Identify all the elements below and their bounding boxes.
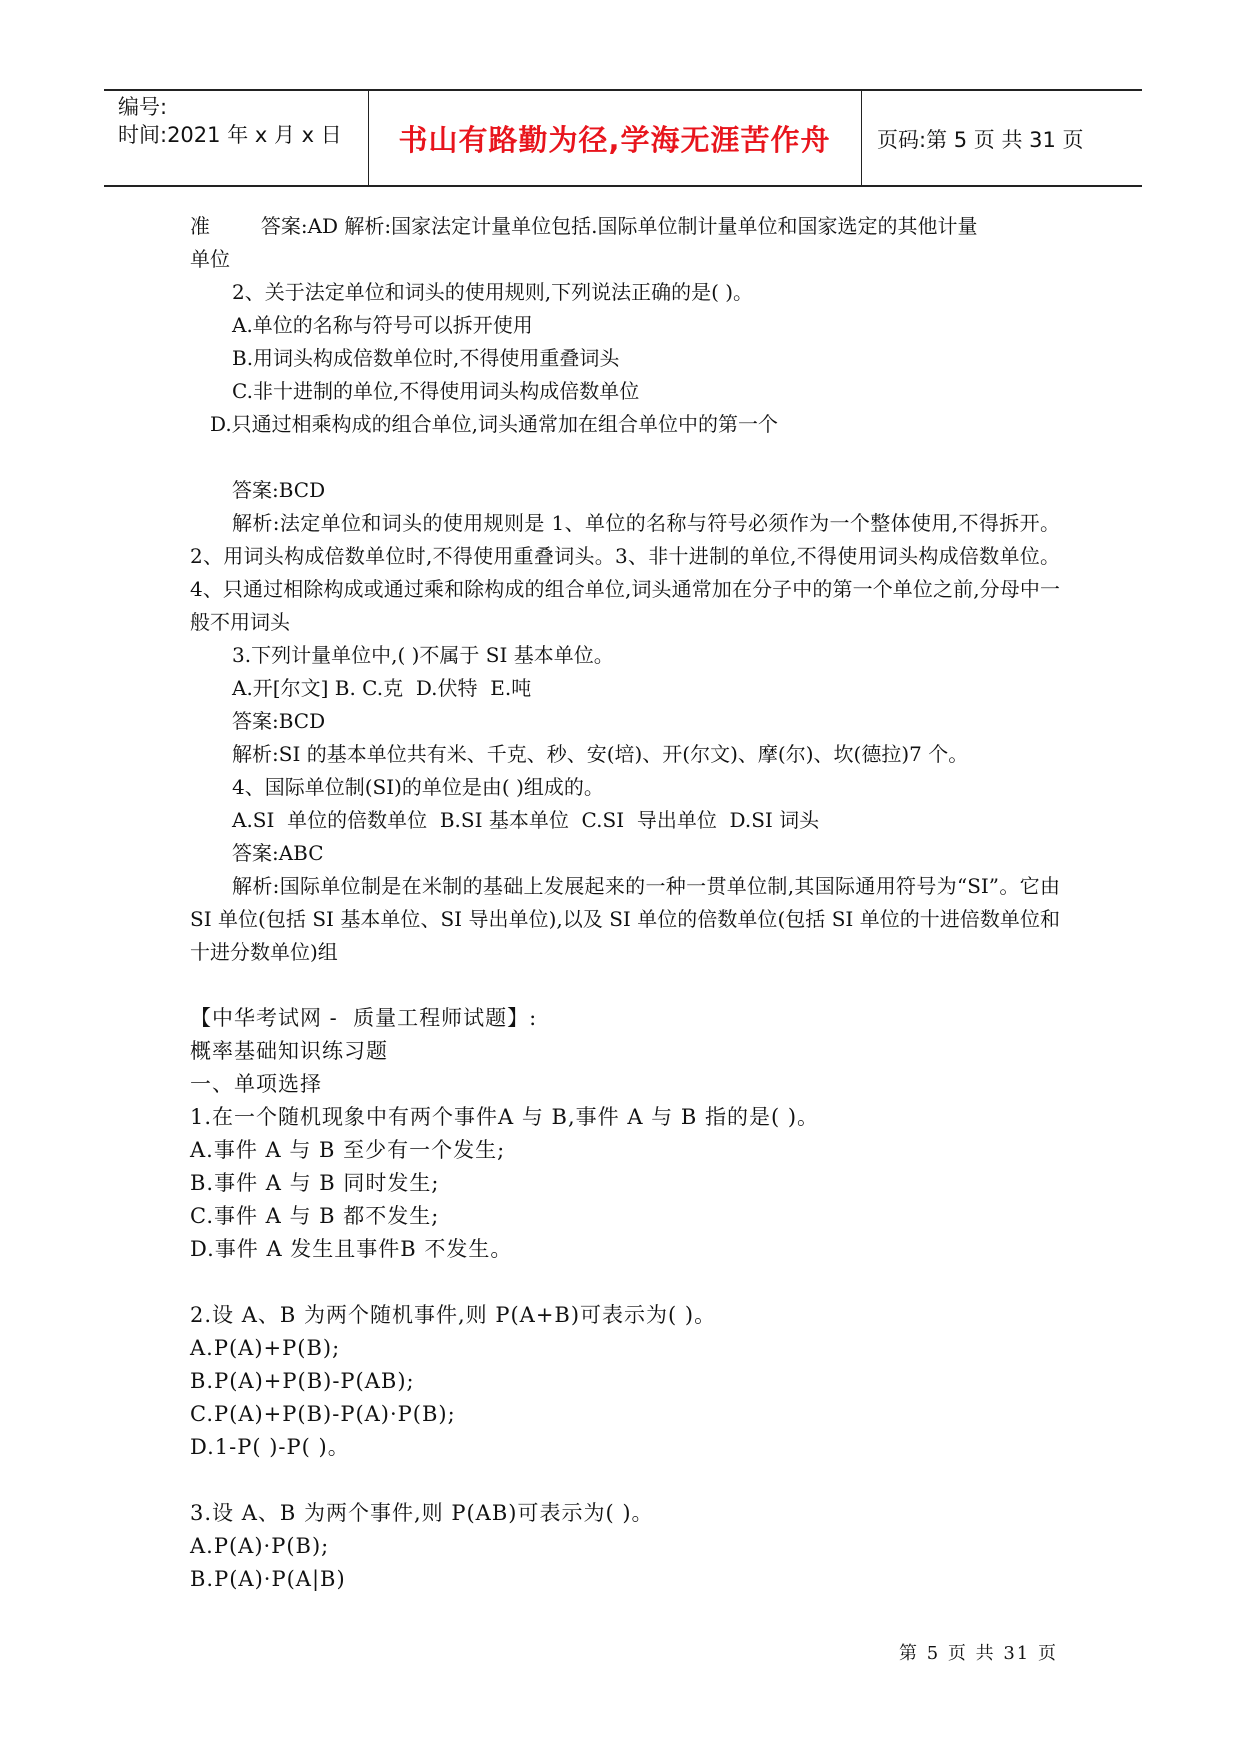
section-subtitle: 概率基础知识练习题: [190, 1039, 388, 1063]
header-motto: 书山有路勤为径,学海无涯苦作舟: [398, 123, 831, 157]
option: A.P(A)·P(B);: [190, 1534, 330, 1558]
option: B.P(A)·P(A|B): [190, 1567, 346, 1591]
option: D.1-P( )-P( )。: [190, 1435, 350, 1459]
problem-1: 1.在一个随机现象中有两个事件A 与 B,事件 A 与 B 指的是( )。: [190, 1105, 820, 1129]
option: B.事件 A 与 B 同时发生;: [190, 1171, 440, 1195]
option: C.非十进制的单位,不得使用词头构成倍数单位: [232, 379, 640, 403]
page-header: [104, 89, 1142, 187]
problem-3: 3.设 A、B 为两个事件,则 P(AB)可表示为( )。: [190, 1501, 654, 1525]
option: A.P(A)+P(B);: [190, 1336, 341, 1360]
option: B.P(A)+P(B)-P(AB);: [190, 1369, 415, 1393]
section-title: 【中华考试网 - 质量工程师试题】:: [190, 1006, 538, 1030]
answer: 答案:BCD: [232, 709, 326, 733]
option: A.单位的名称与符号可以拆开使用: [232, 313, 533, 337]
option: D.事件 A 发生且事件B 不发生。: [190, 1237, 513, 1261]
time-label: 时间:2021 年 x 月 x 日: [118, 123, 342, 147]
options: A.开[尔文] B. C.克 D.伏特 E.吨: [232, 676, 532, 700]
header-divider: [861, 91, 862, 185]
option: B.用词头构成倍数单位时,不得使用重叠词头: [232, 346, 620, 370]
header-meta: [118, 93, 342, 149]
explanation: 解析:法定单位和词头的使用规则是 1、单位的名称与符号必须作为一个整体使用,不得拆开。2、用词头构成倍数单位时,不得使用重叠词头。3、非十进制的单位,不得使用词头构成倍数单位。4、只通过相除构成或通过乘和除构成的组合单位,词头通常加在分子中的第一个单位之前,分母中一般不用词头: [190, 511, 1060, 634]
option: C.P(A)+P(B)-P(A)·P(B);: [190, 1402, 456, 1426]
problem-2: 2.设 A、B 为两个随机事件,则 P(A+B)可表示为( )。: [190, 1303, 717, 1327]
page-footer: 第 5 页 共 31 页: [899, 1643, 1058, 1664]
question-2: 2、关于法定单位和词头的使用规则,下列说法正确的是( )。: [232, 280, 754, 304]
explanation: 解析:SI 的基本单位共有米、千克、秒、安(培)、开(尔文)、摩(尔)、坎(德拉)7 个。: [232, 742, 969, 766]
text-line: 单位: [190, 247, 230, 271]
number-label: 编号:: [118, 95, 168, 119]
option: A.事件 A 与 B 至少有一个发生;: [190, 1138, 506, 1162]
question-4: 4、国际单位制(SI)的单位是由( )组成的。: [232, 775, 604, 799]
option: C.事件 A 与 B 都不发生;: [190, 1204, 440, 1228]
text-line: 准 答案:AD 解析:国家法定计量单位包括.国际单位制计量单位和国家选定的其他计量: [190, 214, 978, 238]
answer: 答案:ABC: [232, 841, 324, 865]
answer: 答案:BCD: [232, 478, 326, 502]
question-3: 3.下列计量单位中,( )不属于 SI 基本单位。: [232, 643, 614, 667]
options: A.SI 单位的倍数单位 B.SI 基本单位 C.SI 导出单位 D.SI 词头: [232, 808, 820, 832]
section-part: 一、单项选择: [190, 1072, 322, 1096]
document-body: [190, 210, 1060, 1596]
header-page-label: 页码:第 5 页 共 31 页: [877, 128, 1084, 152]
option: D.只通过相乘构成的组合单位,词头通常加在组合单位中的第一个: [210, 412, 779, 436]
explanation: 解析:国际单位制是在米制的基础上发展起来的一种一贯单位制,其国际通用符号为“SI”。它由 SI 单位(包括 SI 基本单位、SI 导出单位),以及 SI 单位的倍数单位(包括 SI 单位的十进倍数单位和十进分数单位)组: [190, 874, 1060, 964]
